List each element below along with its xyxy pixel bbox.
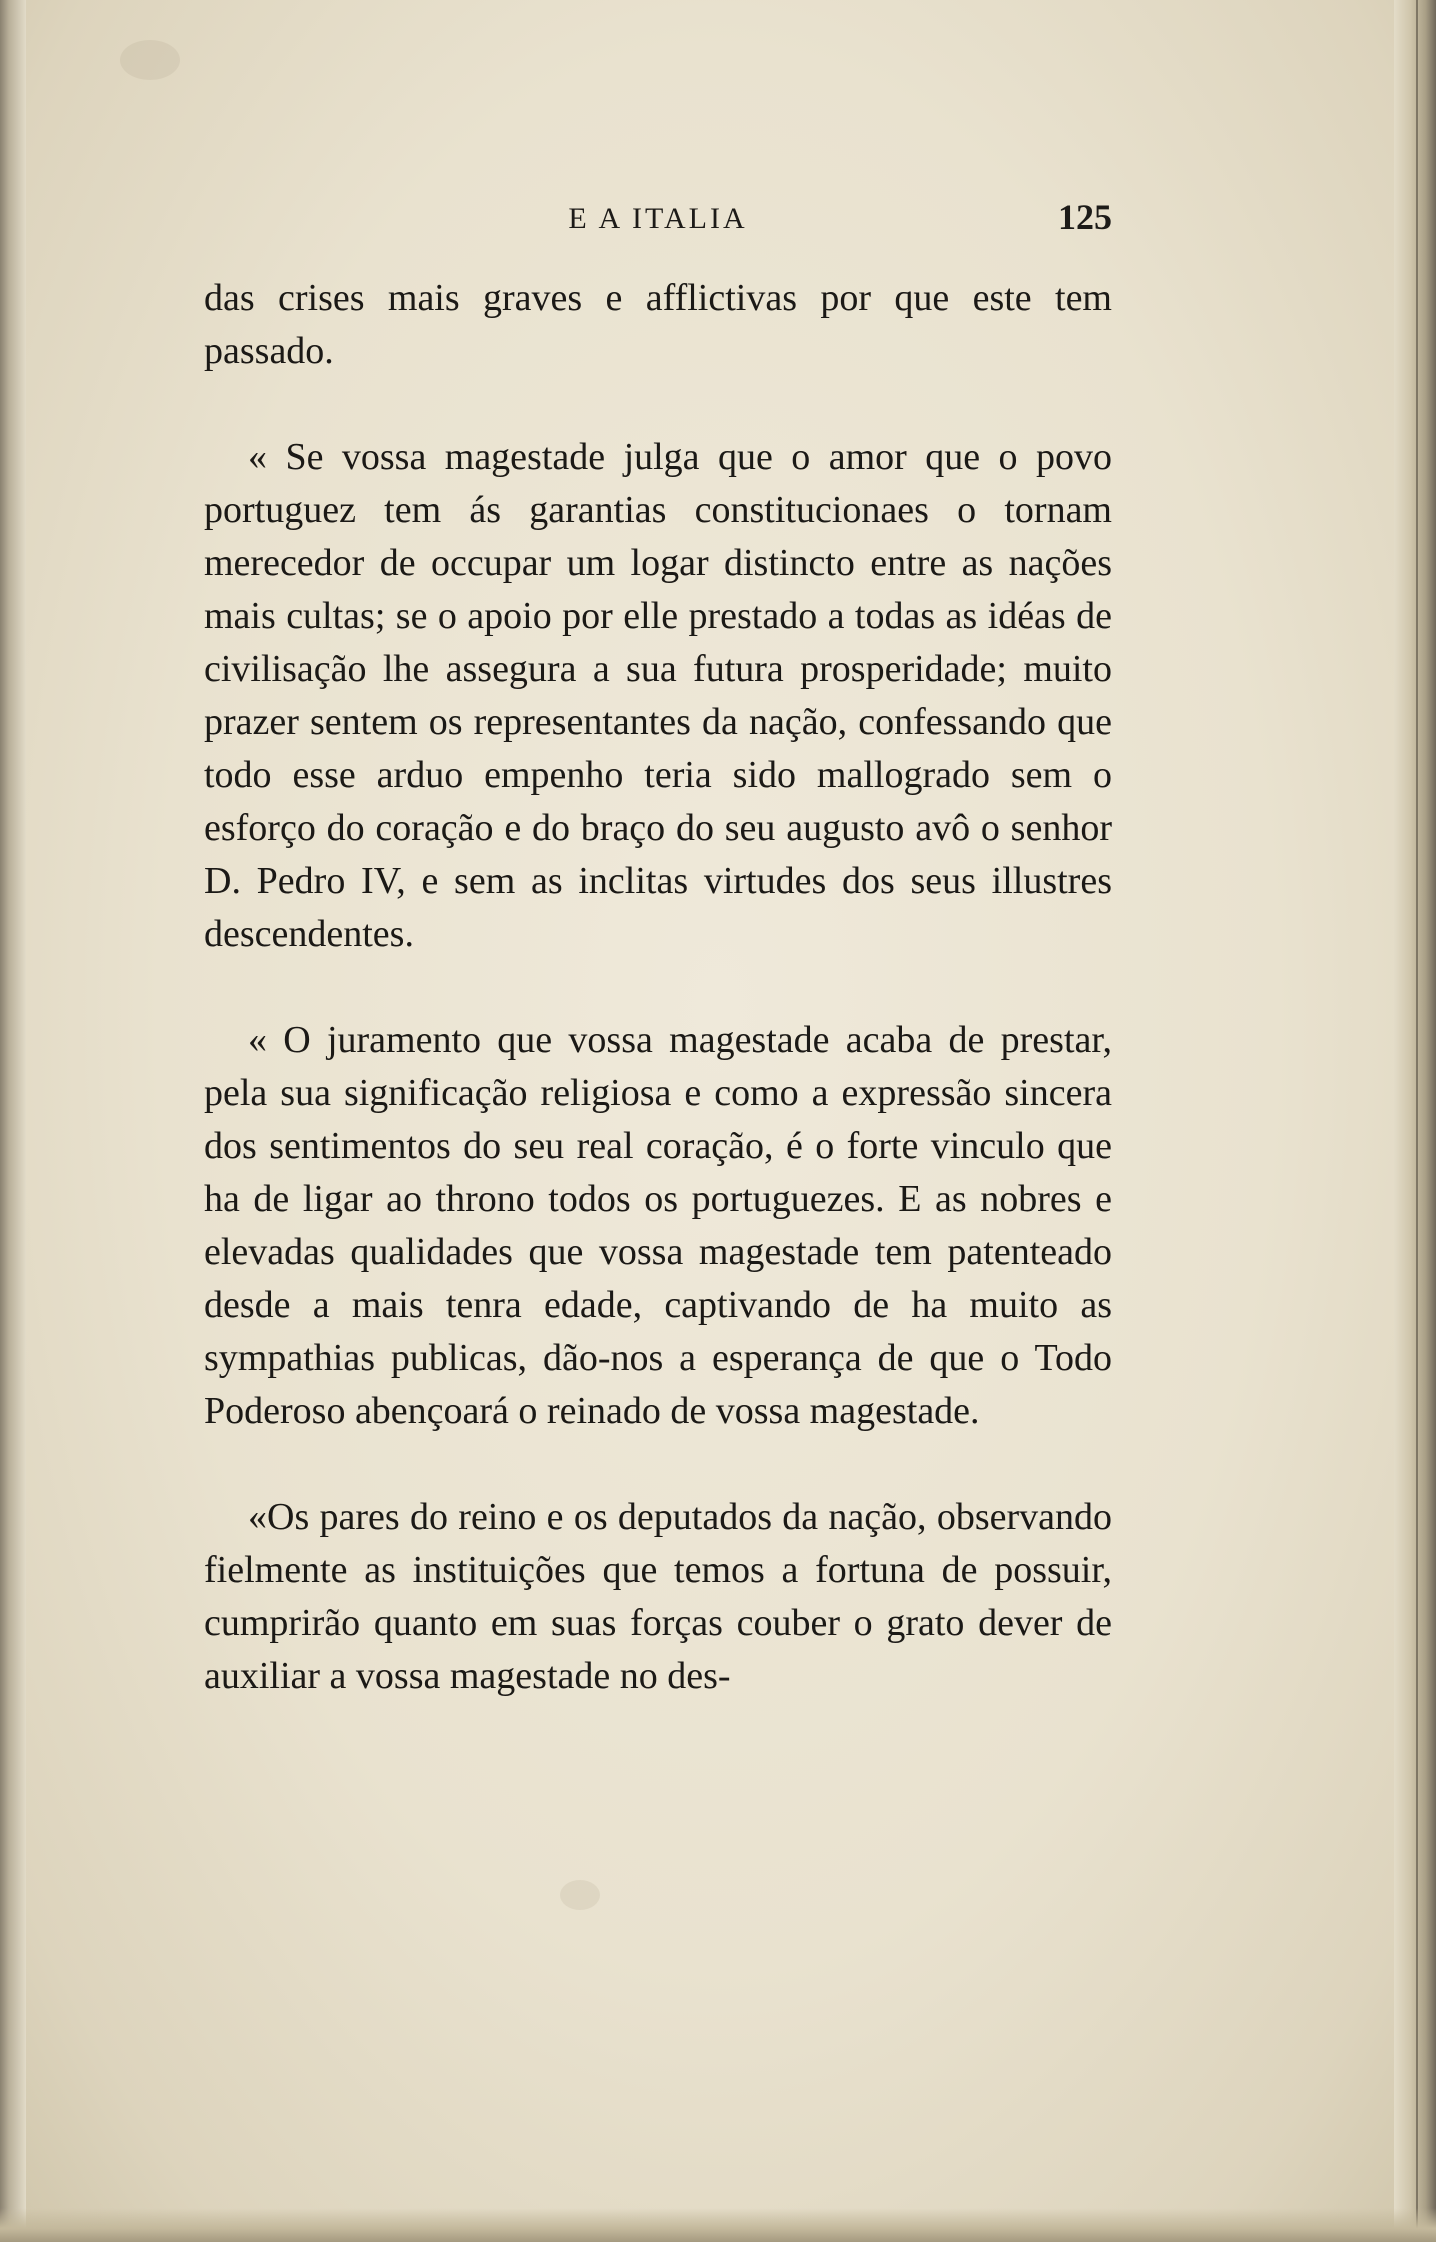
- page-header: [204, 196, 1112, 244]
- paragraph: das crises mais graves e afflictivas por que este tem passado.: [204, 277, 1112, 372]
- paper-stain: [120, 40, 180, 80]
- page-bottom-edge: [0, 2208, 1436, 2242]
- paragraph: «Os pares do reino e os deputados da nação, observando fielmente as instituições que temos a fortuna de possuir, cumprirão quanto em suas forças couber o grato dever de auxiliar a vossa magestade no des-: [204, 1496, 1112, 1697]
- paragraph: « O juramento que vossa magestade acaba de prestar, pela sua significação religiosa e como a expressão sincera dos sentimentos do seu real coração, é o forte vinculo que ha de ligar ao throno todos os portuguezes. E as nobres e elevadas qualidades que vossa magestade tem patenteado desde a mais tenra edade, captivando de ha muito as sympathias publicas, dão-nos a esperança de que o Todo Poderoso abençoará o reinado de vossa magestade.: [204, 1019, 1112, 1432]
- paragraph: « Se vossa magestade julga que o amor que o povo portuguez tem ás garantias constitucionaes o tornam merecedor de occupar um logar distincto entre as nações mais cultas; se o apoio por elle prestado a todas as idéas de civilisação lhe assegura a sua futura prosperidade; muito prazer sentem os representantes da nação, confessando que todo esse arduo empenho teria sido mallogrado sem o esforço do coração e do braço do seu augusto avô o senhor D. Pedro IV, e sem as inclitas virtudes dos seus illustres descendentes.: [204, 436, 1112, 955]
- body-text: [204, 272, 1112, 1756]
- page-number: 125: [1058, 197, 1112, 237]
- page-right-edge: [1394, 0, 1436, 2242]
- page-torn-edge-line: [1416, 0, 1418, 2242]
- paper-stain: [560, 1880, 600, 1910]
- page-left-edge: [0, 0, 26, 2242]
- running-head: E A ITALIA: [568, 202, 748, 235]
